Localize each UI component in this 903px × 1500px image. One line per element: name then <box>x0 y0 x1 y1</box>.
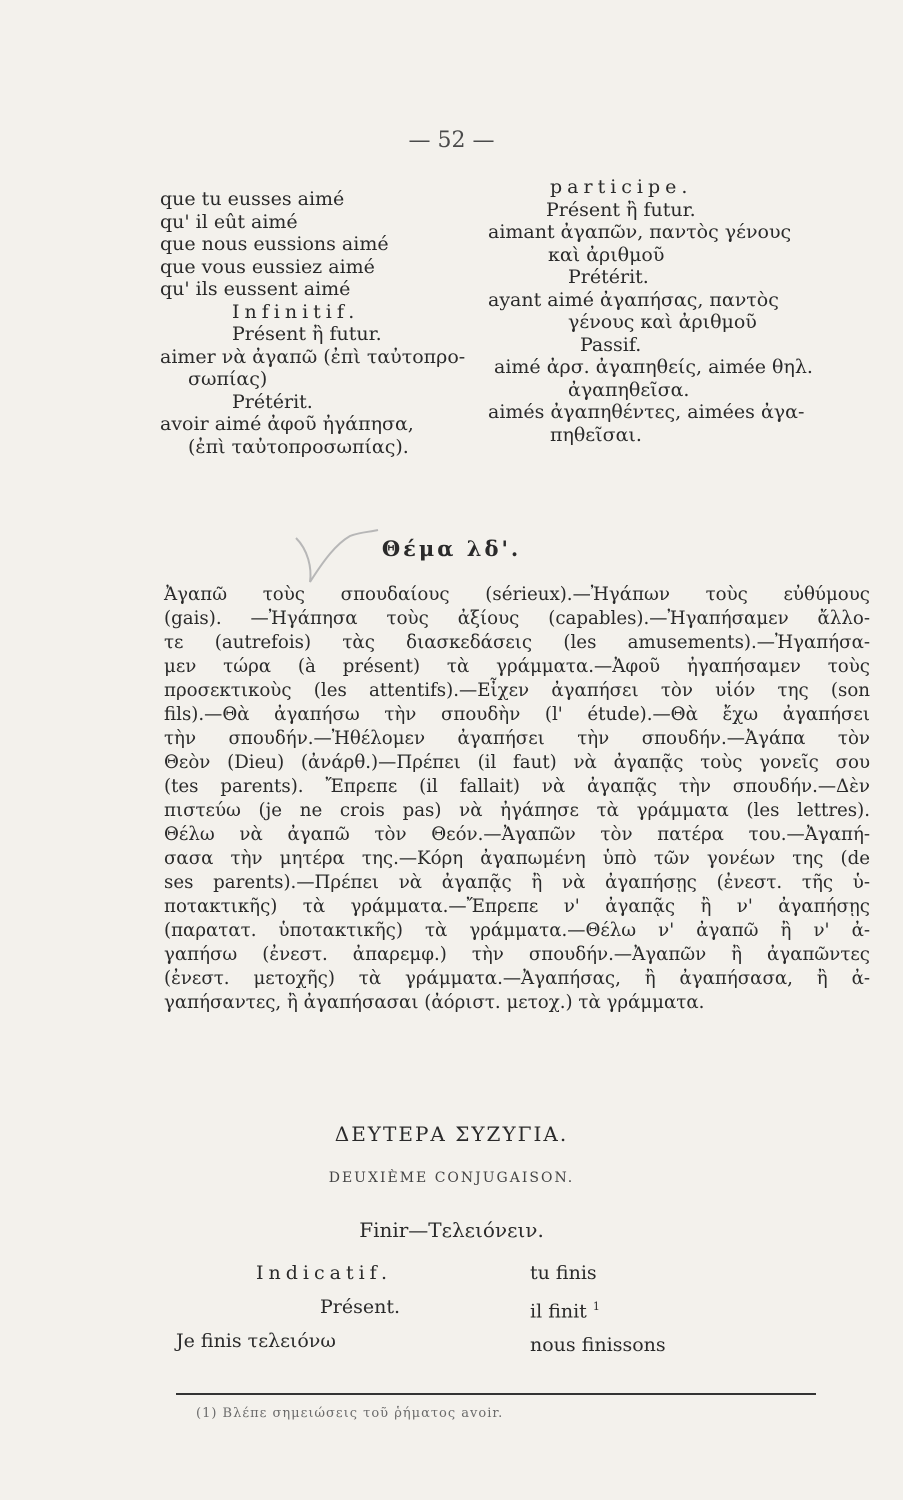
conjugation-line: que vous eussiez aimé <box>160 255 375 278</box>
bottom-right-column <box>530 1256 830 1362</box>
subheading-present: Présent ἢ futur. <box>232 323 382 345</box>
paragraph-line: προσεκτικοὺς (les attentifs).—Εἶχεν ἀγαπήσει τὸν υἱόν της (son <box>164 680 870 701</box>
footnote-marker: 1 <box>592 1300 600 1313</box>
conjugation-line: avoir aimé ἀφοῦ ἠγάπησα, <box>160 413 414 435</box>
subheading-passif: Passif. <box>580 333 642 356</box>
paragraph-line: (παρατατ. ὑποτακτικῆς) τὰ γράμματα.—Θέλω ν' ἀγαπῶ ἢ ν' ἀ- <box>164 920 870 941</box>
paragraph-line: (gais). —Ἠγάπησα τοὺς ἀξίους (capables).—Ἠγαπήσαμεν ἄλλο- <box>164 608 870 629</box>
footnote: (1) Βλέπε σημειώσεις τοῦ ῥήματος avoir. <box>196 1406 504 1421</box>
conjugation-line: tu finis <box>530 1262 597 1284</box>
conjugation-line: πηθεῖσαι. <box>550 423 642 446</box>
conjugation-line <box>530 1290 830 1328</box>
conjugation-line: ἀγαπηθεῖσα. <box>568 378 690 401</box>
exercise-paragraph <box>164 583 870 1015</box>
verb-heading: Finir—Τελειόνειν. <box>359 1218 544 1242</box>
conjugation-line: qu' ils eussent aimé <box>160 278 351 300</box>
conjugation-line: aimés ἀγαπηθέντες, aimées ἀγα- <box>488 401 805 423</box>
paragraph-line: τὴν σπουδήν.—Ἠθέλομεν ἀγαπήσει τὴν σπουδήν.—Ἀγάπα τὸν <box>164 728 870 749</box>
paragraph-line: Θέλω νὰ ἀγαπῶ τὸν Θεόν.—Ἀγαπῶν τὸν πατέρα του.—Ἀγαπή- <box>164 824 870 845</box>
conjugation-line: Je finis τελειόνω <box>176 1330 336 1352</box>
conjugation-line: nous finissons <box>530 1334 666 1357</box>
conjugation-line: que nous eussions aimé <box>160 233 389 255</box>
paragraph-line: ποτακτικῆς) τὰ γράμματα.—Ἔπρεπε ν' ἀγαπᾷς ἢ ν' ἀγαπήσῃς <box>164 896 870 917</box>
paragraph-line: Ἀγαπῶ τοὺς σπουδαίους (sérieux).—Ἠγάπων τοὺς εὐθύμους <box>164 584 870 605</box>
exercise-title: Θέμα λδ'. <box>381 536 522 561</box>
tense-heading-present: Présent. <box>320 1296 401 1318</box>
section-heading-infinitif: Infinitif. <box>232 300 360 323</box>
section-heading-french: DEUXIÈME CONJUGAISON. <box>328 1170 575 1186</box>
conjugation-line: aimé ἀρσ. ἀγαπηθείς, aimée θηλ. <box>494 356 813 378</box>
conjugation-line: γένους καὶ ἀριθμοῦ <box>568 311 757 333</box>
paragraph-line: τε (autrefois) τὰς διασκεδάσεις (les amusements).—Ἠγαπήσα- <box>164 632 870 653</box>
paragraph-line: Θεὸν (Dieu) (ἀνάρθ.)—Πρέπει (il faut) νὰ ἀγαπᾷς τοὺς γονεῖς σου <box>164 752 870 773</box>
paragraph-line: γαπήσω (ἐνεστ. ἀπαρεμφ.) τὴν σπουδήν.—Ἀγαπῶν ἢ ἀγαπῶντες <box>164 944 870 965</box>
conjugation-line: ayant aimé ἀγαπήσας, παντὸς <box>488 288 779 311</box>
bottom-left-column <box>176 1256 476 1358</box>
paragraph-line: (ἐνεστ. μετοχῆς) τὰ γράμματα.—Ἀγαπήσας, ἢ ἀγαπήσασα, ἢ ἀ- <box>164 968 870 989</box>
page-number: — 52 — <box>408 128 495 153</box>
subheading-preterit: Prétérit. <box>232 390 313 413</box>
conjugation-line: que tu eusses aimé <box>160 188 345 210</box>
conjugation-line: qu' il eût aimé <box>160 210 298 233</box>
conjugation-text: il finit <box>530 1300 587 1323</box>
conjugation-line: σωπίας) <box>188 368 268 390</box>
paragraph-line: ses parents).—Πρέπει νὰ ἀγαπᾷς ἢ νὰ ἀγαπήσῃς (ἐνεστ. τῆς ὑ- <box>164 872 870 893</box>
conjugation-line: (ἐπὶ ταὐτοπροσωπίας). <box>188 435 409 458</box>
conjugation-line: aimer νὰ ἀγαπῶ (ἐπὶ ταὐτοπρο- <box>160 345 466 368</box>
conjugation-line: aimant ἀγαπῶν, παντὸς γένους <box>488 221 792 243</box>
paragraph-line: σασα τὴν μητέρα της.—Κόρη ἀγαπωμένη ὑπὸ τῶν γονέων της (de <box>164 848 870 869</box>
paragraph-line: πιστεύω (je ne crois pas) νὰ ἠγάπησε τὰ γράμματα (les lettres). <box>164 800 870 821</box>
paragraph-line: μεν τώρα (à présent) τὰ γράμματα.—Ἀφοῦ ἠγαπήσαμεν τοὺς <box>164 656 870 677</box>
section-heading-greek: ΔΕΥΤΕΡΑ ΣΥΖΥΓΙΑ. <box>334 1122 569 1146</box>
subheading-present: Présent ἢ futur. <box>546 198 696 221</box>
paragraph-line: (tes parents). Ἔπρεπε (il fallait) νὰ ἀγαπᾷς τὴν σπουδήν.—Δὲν <box>164 776 870 797</box>
conjugation-line: καὶ ἀριθμοῦ <box>548 243 665 266</box>
paragraph-line: γαπήσαντες, ἢ ἀγαπήσασαι (ἀόριστ. μετοχ.) τὰ γράμματα. <box>164 992 705 1013</box>
paragraph-line: fils).—Θὰ ἀγαπήσω τὴν σπουδὴν (l' étude).—Θὰ ἔχω ἀγαπήσει <box>164 704 870 725</box>
mood-heading-indicatif: Indicatif. <box>256 1262 393 1284</box>
right-column-participe <box>488 176 868 446</box>
left-column-conjugation <box>160 188 466 458</box>
subheading-preterit: Prétérit. <box>568 266 649 288</box>
section-heading-participe: participe. <box>550 176 693 198</box>
footnote-divider <box>176 1393 816 1395</box>
